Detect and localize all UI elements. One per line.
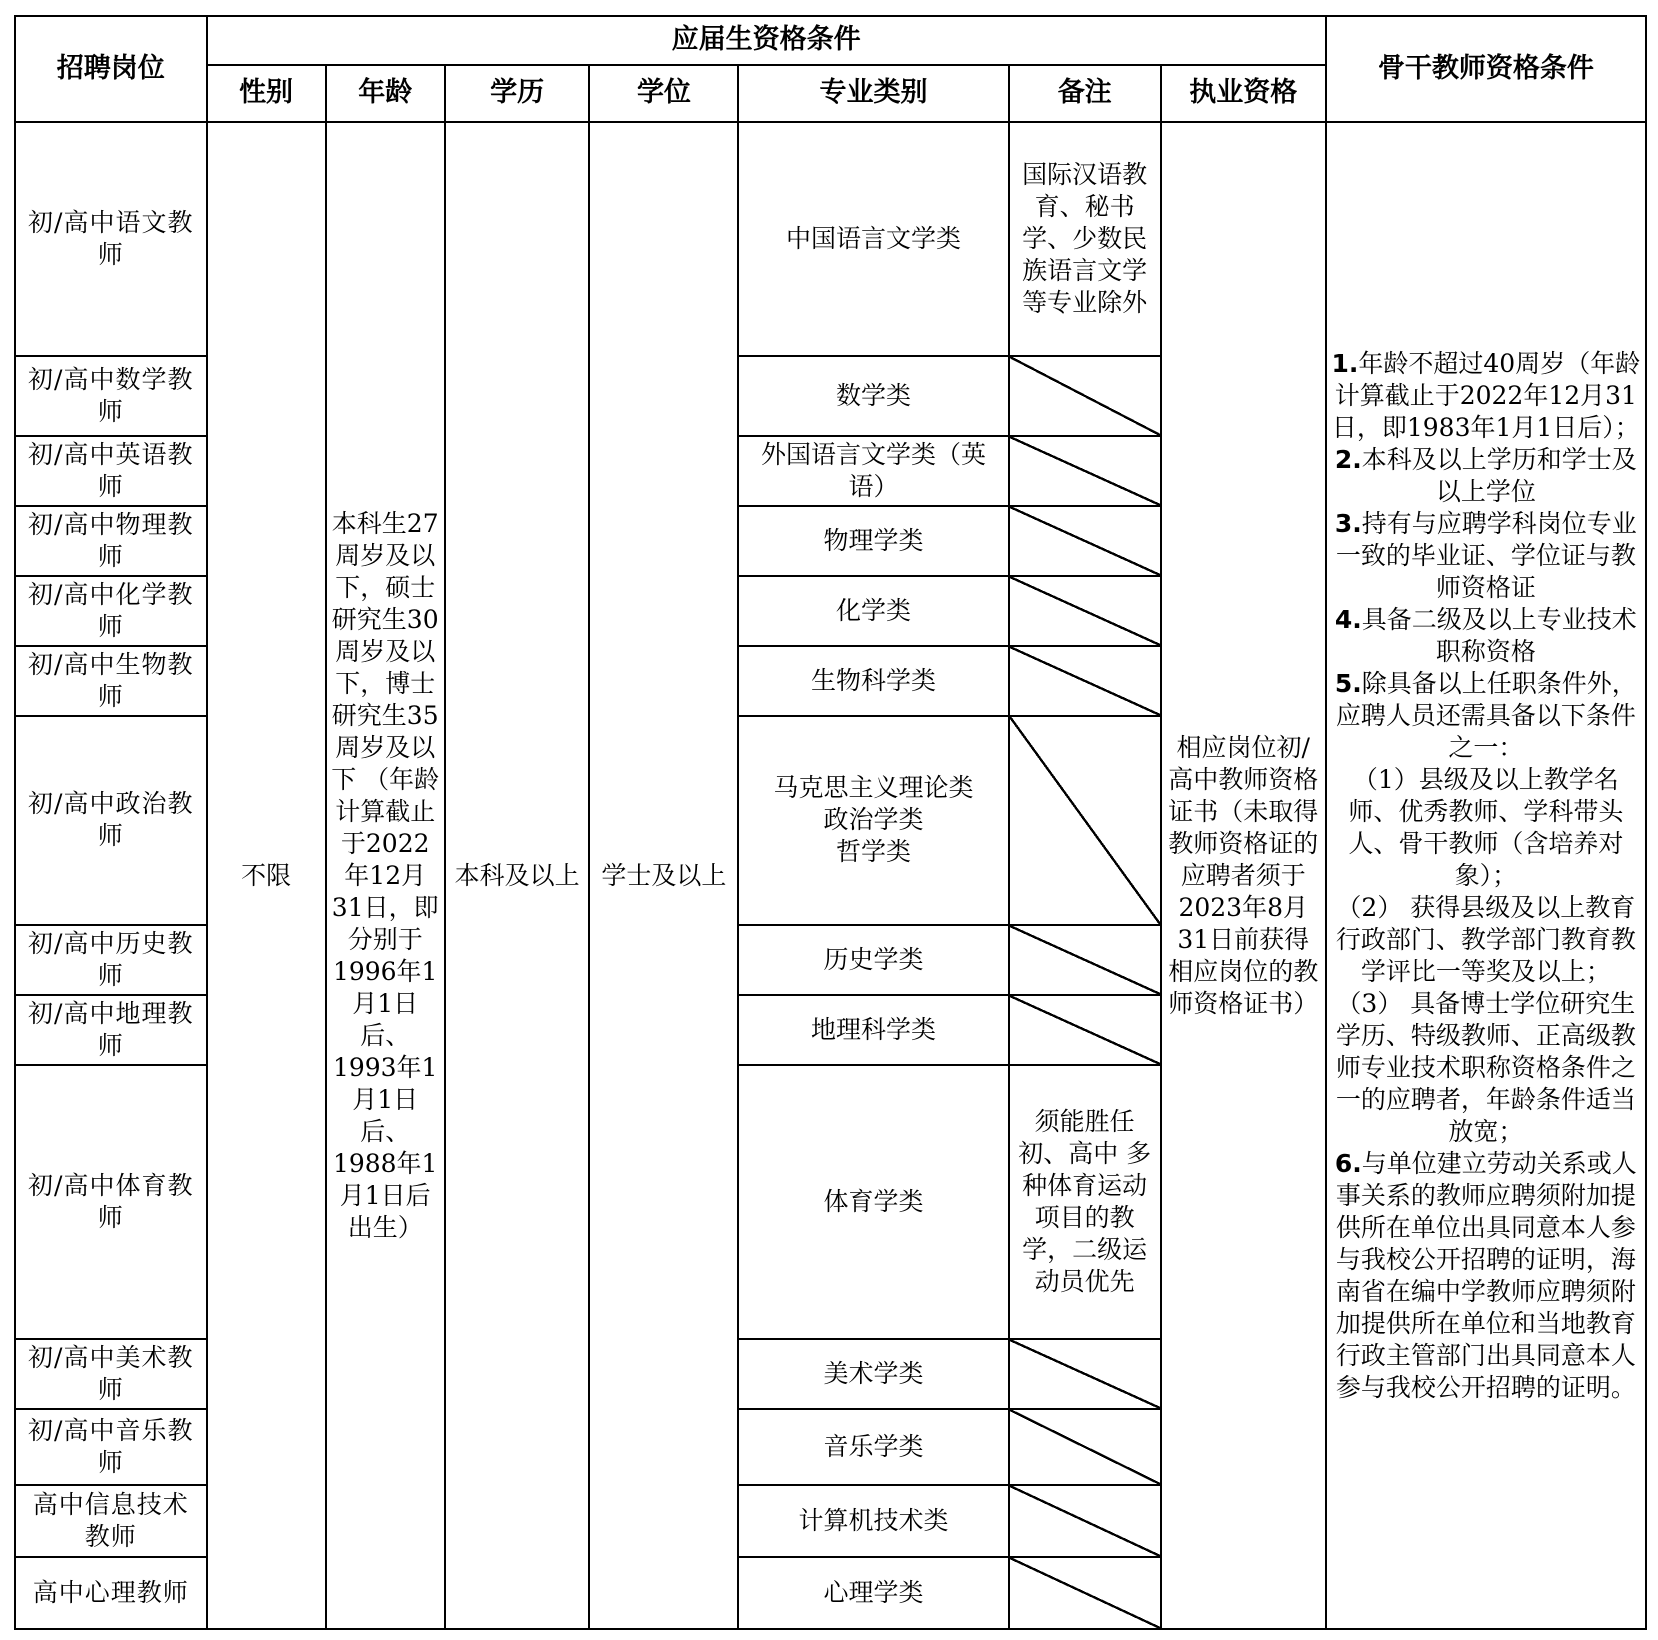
- core-condition-text: 年龄不超过40周岁（年龄计算截止于2022年12月31日，即1983年1月1日后）；: [1331, 348, 1641, 442]
- position-cell: 高中信息技术教师: [15, 1485, 207, 1557]
- major-cell: 数学类: [738, 356, 1008, 436]
- major-cell: 中国语言文学类: [738, 122, 1008, 356]
- major-cell: 美术学类: [738, 1339, 1008, 1409]
- core-condition-text: 本科及以上学历和学士及以上学位: [1361, 444, 1637, 506]
- remark-cell-empty: [1009, 576, 1161, 646]
- table-row: [15, 122, 1646, 356]
- core-condition-text: （3） 具备博士学位研究生学历、特级教师、正高级教师专业技术职称资格条件之一的应聘者，年龄条件适当放宽；: [1335, 988, 1636, 1146]
- position-cell: 初/高中化学教师: [15, 576, 207, 646]
- core-condition-number: 1.: [1331, 348, 1359, 378]
- remark-cell-empty: [1009, 506, 1161, 576]
- core-conditions-cell: [1326, 122, 1646, 1629]
- position-cell: 初/高中历史教师: [15, 925, 207, 995]
- remark-cell-empty: [1009, 646, 1161, 716]
- core-condition-text: 持有与应聘学科岗位专业一致的毕业证、学位证与教师资格证: [1335, 508, 1637, 602]
- core-condition-number: 6.: [1334, 1148, 1362, 1178]
- education-cell: 本科及以上: [445, 122, 590, 1629]
- remark-cell-empty: [1009, 1557, 1161, 1629]
- header-graduate-conditions: 应届生资格条件: [207, 16, 1326, 65]
- remark-cell-empty: [1009, 436, 1161, 506]
- core-condition-item: [1331, 1148, 1641, 1404]
- core-condition-item: [1331, 444, 1641, 508]
- major-cell: 历史学类: [738, 925, 1008, 995]
- core-condition-text: （2） 获得县级及以上教育行政部门、教学部门教育教学评比一等奖及以上；: [1335, 892, 1636, 986]
- core-condition-item: [1331, 764, 1641, 892]
- major-cell: 体育学类: [738, 1065, 1008, 1340]
- major-cell: 生物科学类: [738, 646, 1008, 716]
- position-cell: 初/高中美术教师: [15, 1339, 207, 1409]
- core-condition-text: 与单位建立劳动关系或人事关系的教师应聘须附加提供所在单位出具同意本人参与我校公开招聘的证明，海南省在编中学教师应聘须附加提供所在单位和当地教育行政主管部门出具同意本人参与我校公开招聘的证明。: [1335, 1148, 1637, 1402]
- remark-cell: 须能胜任初、高中 多种体育运动项目的教学，二级运动员优先: [1009, 1065, 1161, 1340]
- major-cell: 音乐学类: [738, 1409, 1008, 1484]
- degree-cell: 学士及以上: [589, 122, 738, 1629]
- header-core-teacher-conditions: 骨干教师资格条件: [1326, 16, 1646, 122]
- position-cell: 初/高中生物教师: [15, 646, 207, 716]
- core-condition-item: [1331, 348, 1641, 444]
- gender-cell: 不限: [207, 122, 326, 1629]
- position-cell: 初/高中政治教师: [15, 716, 207, 925]
- remark-cell-empty: [1009, 716, 1161, 925]
- remark-cell: 国际汉语教育、秘书学、少数民族语言文学等专业除外: [1009, 122, 1161, 356]
- core-condition-text: （1）县级及以上教学名师、优秀教师、学科带头人、骨干教师（含培养对象）；: [1348, 764, 1624, 890]
- core-condition-item: [1331, 508, 1641, 604]
- core-condition-number: 3.: [1334, 508, 1362, 538]
- core-condition-item: [1331, 988, 1641, 1148]
- position-cell: 初/高中地理教师: [15, 995, 207, 1065]
- major-cell: 计算机技术类: [738, 1485, 1008, 1557]
- position-cell: 初/高中英语教师: [15, 436, 207, 506]
- license-cell: 相应岗位初/高中教师资格证书（未取得教师资格证的应聘者须于2023年8月31日前获得相应岗位的教师资格证书）: [1161, 122, 1326, 1629]
- position-cell: 初/高中数学教师: [15, 356, 207, 436]
- core-condition-item: [1331, 604, 1641, 668]
- remark-cell-empty: [1009, 1485, 1161, 1557]
- core-condition-number: 2.: [1334, 444, 1362, 474]
- remark-cell-empty: [1009, 1409, 1161, 1484]
- major-cell: 物理学类: [738, 506, 1008, 576]
- core-condition-item: [1331, 892, 1641, 988]
- major-cell: 化学类: [738, 576, 1008, 646]
- remark-cell-empty: [1009, 925, 1161, 995]
- header-license: 执业资格: [1161, 65, 1326, 122]
- core-condition-number: 5.: [1334, 668, 1362, 698]
- header-remark: 备注: [1009, 65, 1161, 122]
- position-cell: 初/高中物理教师: [15, 506, 207, 576]
- position-cell: 高中心理教师: [15, 1557, 207, 1629]
- header-position: 招聘岗位: [15, 16, 207, 122]
- header-education: 学历: [445, 65, 590, 122]
- header-degree: 学位: [589, 65, 738, 122]
- core-condition-text: 除具备以上任职条件外，应聘人员还需具备以下条件之一：: [1335, 668, 1637, 762]
- age-cell: 本科生27周岁及以下，硕士研究生30周岁及以下，博士研究生35周岁及以下 （年龄计算截止于2022年12月31日，即分别于1996年1月1日后、1993年1月1日后、1988年1月1日后出生）: [326, 122, 445, 1629]
- core-condition-text: 具备二级及以上专业技术职称资格: [1361, 604, 1637, 666]
- major-cell: 马克思主义理论类 政治学类 哲学类: [738, 716, 1008, 925]
- core-condition-item: [1331, 668, 1641, 764]
- header-age: 年龄: [326, 65, 445, 122]
- remark-cell-empty: [1009, 1339, 1161, 1409]
- recruitment-table: [14, 15, 1647, 1630]
- major-cell: 外国语言文学类（英语）: [738, 436, 1008, 506]
- core-condition-number: 4.: [1334, 604, 1362, 634]
- remark-cell-empty: [1009, 356, 1161, 436]
- position-cell: 初/高中语文教师: [15, 122, 207, 356]
- header-gender: 性别: [207, 65, 326, 122]
- major-cell: 地理科学类: [738, 995, 1008, 1065]
- position-cell: 初/高中体育教师: [15, 1065, 207, 1340]
- remark-cell-empty: [1009, 995, 1161, 1065]
- position-cell: 初/高中音乐教师: [15, 1409, 207, 1484]
- header-major: 专业类别: [738, 65, 1008, 122]
- major-cell: 心理学类: [738, 1557, 1008, 1629]
